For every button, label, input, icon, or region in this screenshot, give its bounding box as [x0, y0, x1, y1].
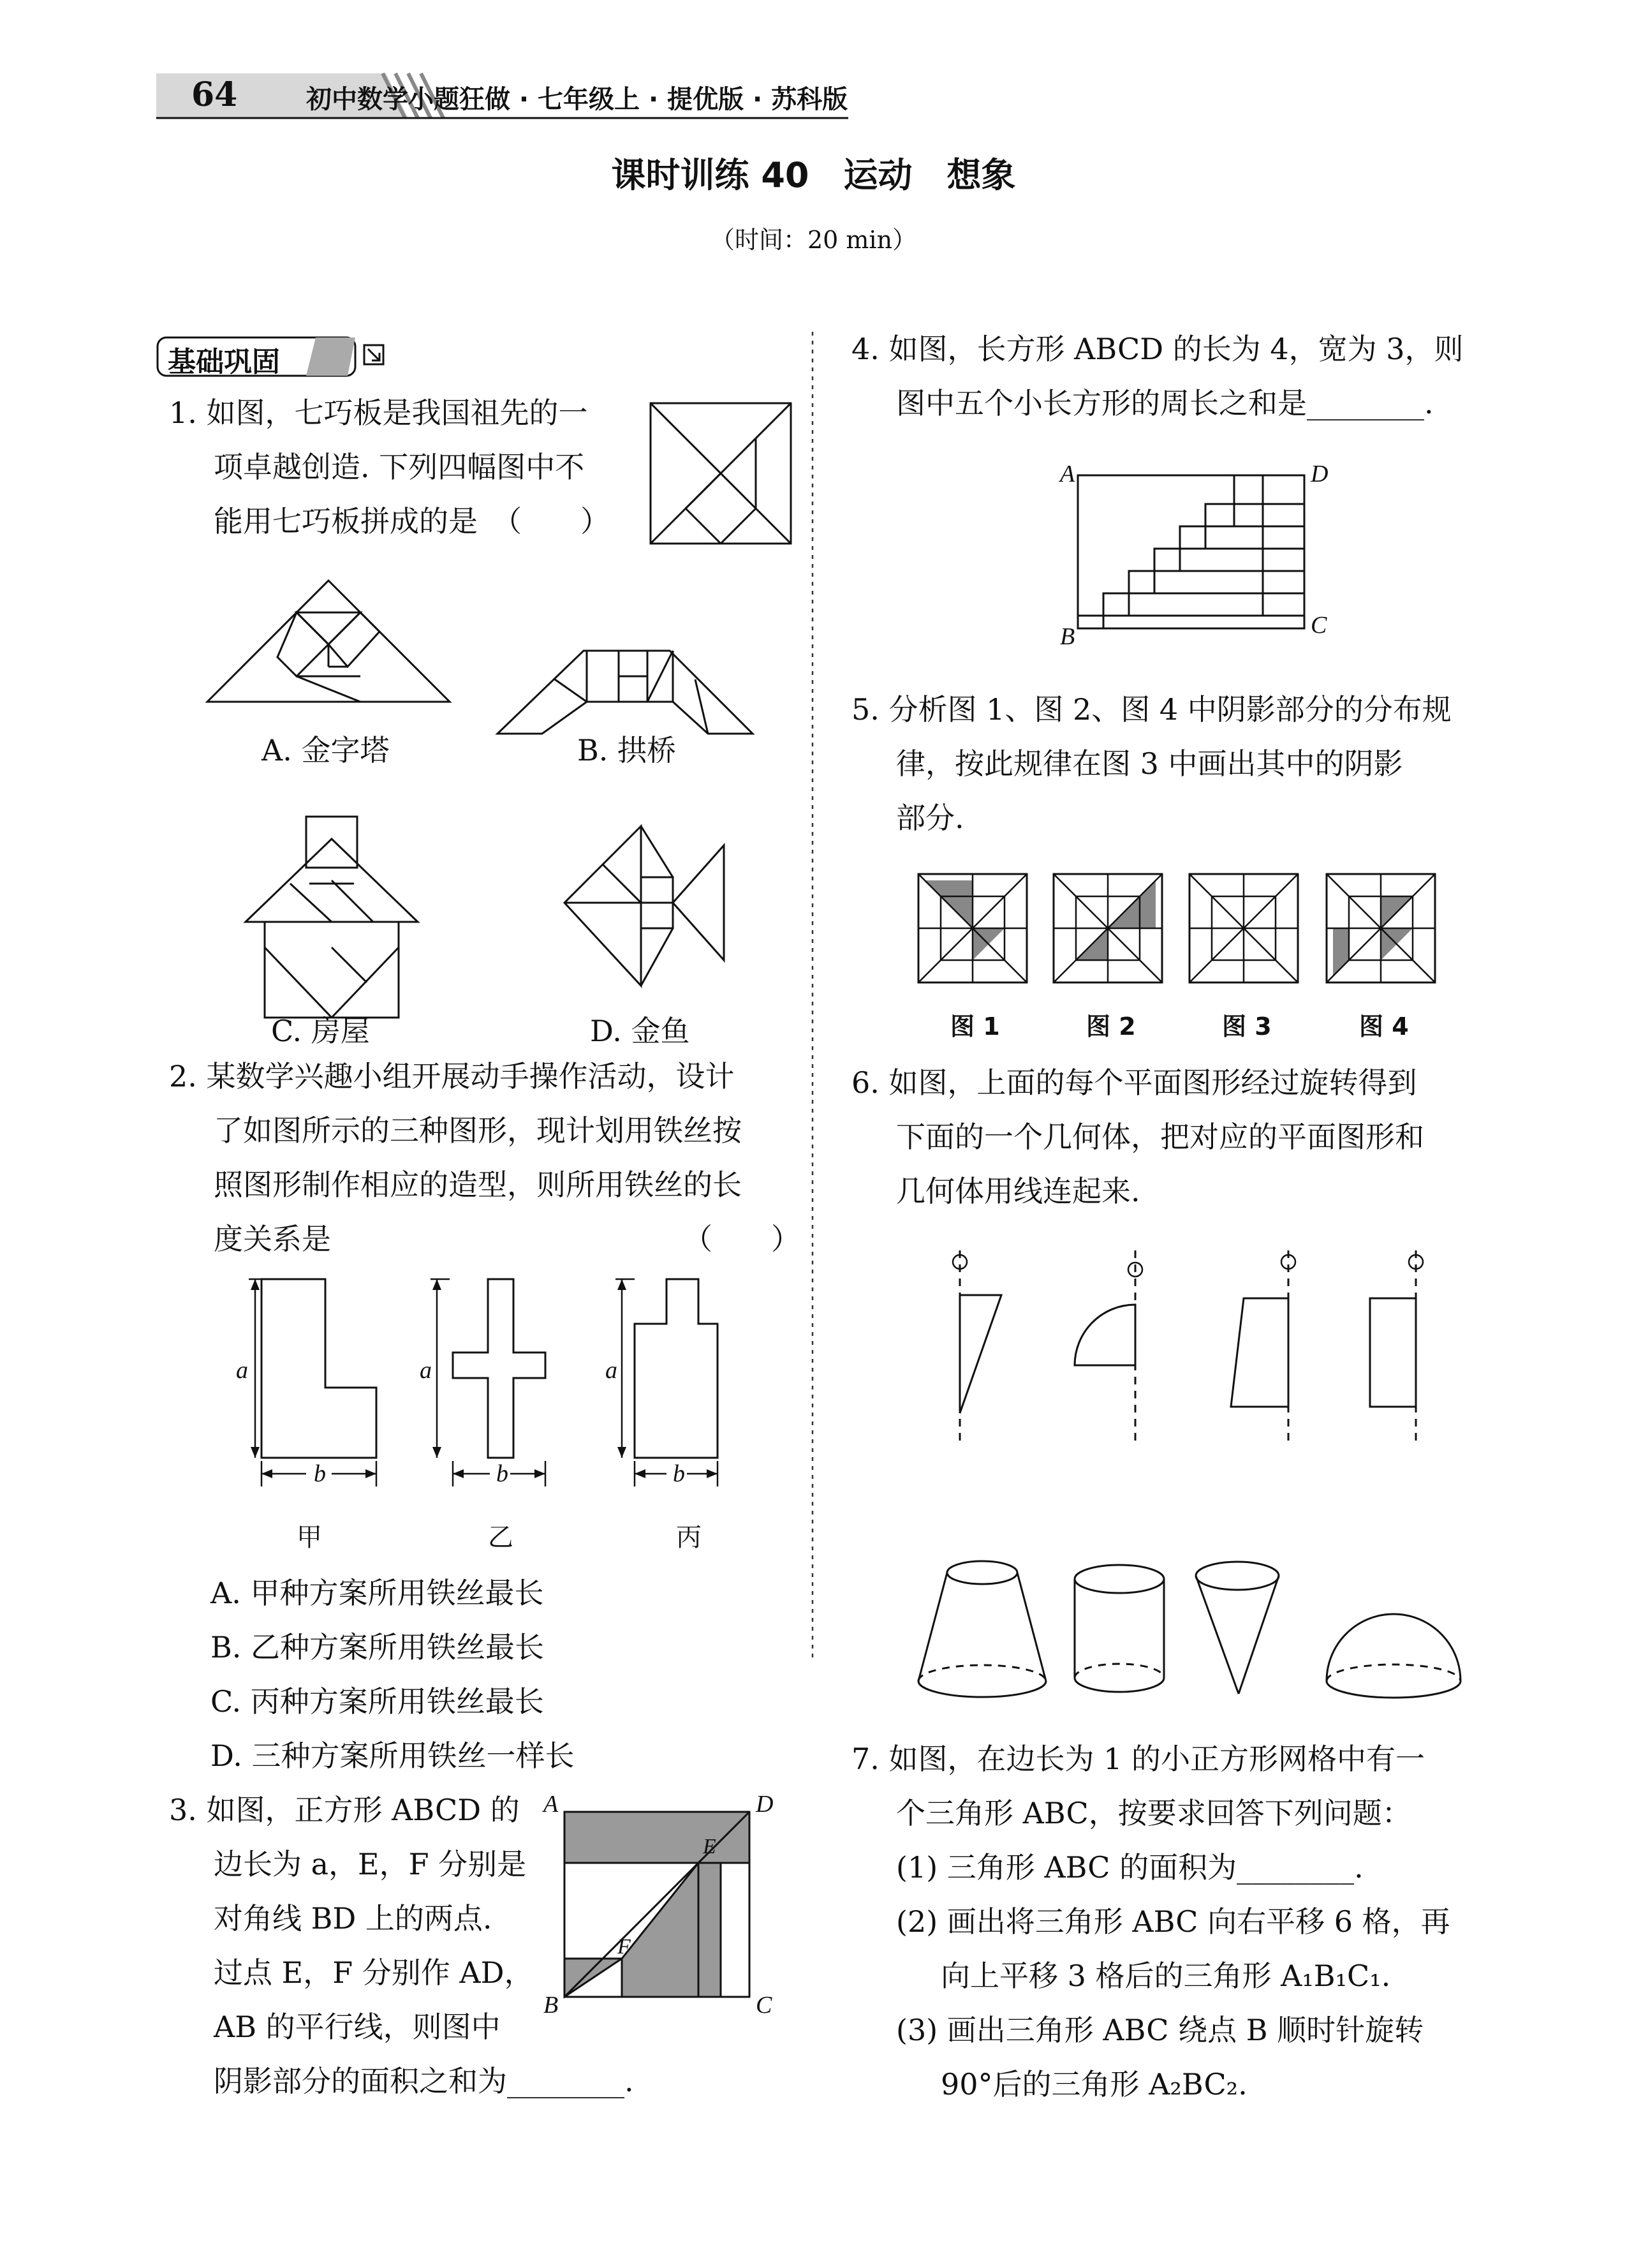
q2-answer-bracket: （ ）: [683, 1222, 800, 1256]
q1-line-2: 项卓越创造. 下列四幅图中不: [214, 450, 585, 484]
option-c-house-figure: [246, 813, 431, 1024]
q1-line-3: 能用七巧板拼成的是 （ ）: [214, 504, 610, 538]
q2-fig-label-jia: 甲: [297, 1523, 322, 1552]
q2-option-a: A. 甲种方案所用铁丝最长: [210, 1576, 544, 1610]
q4-point-a: A: [1060, 461, 1075, 487]
q5-line-3: 部分.: [896, 801, 964, 835]
q5-line-1: 5. 分析图 1、图 2、图 4 中阴影部分的分布规: [851, 692, 1452, 727]
q2-fig-label-yi: 乙: [488, 1523, 513, 1552]
figure-bing: [605, 1279, 718, 1487]
point-d: D: [756, 1791, 774, 1818]
plane-trapezoid: [1231, 1250, 1295, 1442]
q4-rectangle-figure: [1052, 459, 1339, 651]
label-b-yi: b: [496, 1460, 508, 1487]
q3-line-3: 对角线 BD 上的两点.: [214, 1901, 492, 1936]
q7-text: [851, 1732, 1483, 2112]
q3-square-figure: [536, 1786, 791, 2042]
label-a-jia: a: [236, 1357, 248, 1384]
plane-rectangle: [1370, 1250, 1423, 1442]
q7-part-3: (3) 画出三角形 ABC 绕点 B 顺时针旋转: [896, 2013, 1424, 2047]
q5-fig-label-4: 图 4: [1359, 1012, 1409, 1041]
q2-text: [169, 1049, 800, 1266]
q2-line-1: 2. 某数学兴趣小组开展动手操作活动，设计: [169, 1059, 735, 1093]
q5-fig-label-1: 图 1: [950, 1012, 1000, 1041]
column-divider: [811, 332, 814, 1659]
point-a: A: [543, 1791, 559, 1818]
page-title: 课时训练 40 运动 想象: [611, 155, 1016, 195]
q2-options: [210, 1566, 575, 1783]
q7-part-1: (1) 三角形 ABC 的面积为________.: [896, 1850, 1364, 1885]
section-badge-label: 基础巩固: [168, 346, 280, 378]
q6-line-1: 6. 如图，上面的每个平面图形经过旋转得到: [851, 1065, 1417, 1100]
q6-line-3: 几何体用线连起来.: [896, 1174, 1140, 1208]
option-d-fish-figure: [564, 820, 724, 992]
pattern-fig-3: [1189, 874, 1298, 982]
option-a-pyramid-figure: [207, 577, 450, 705]
solid-hemisphere: [1327, 1614, 1461, 1698]
series-title: 初中数学小题狂做 · 七年级上 · 提优版 · 苏科版: [306, 85, 848, 114]
solid-frustum: [918, 1561, 1046, 1697]
section-badge: [156, 335, 367, 380]
label-a-bing: a: [605, 1357, 617, 1384]
q1-option-c: C. 房屋: [271, 1014, 370, 1048]
q7-line-1: 7. 如图，在边长为 1 的小正方形网格中有一: [851, 1742, 1425, 1776]
q4-point-c: C: [1311, 612, 1327, 639]
figure-jia: [236, 1279, 376, 1487]
q2-line-2: 了如图所示的三种图形，现计划用铁丝按: [214, 1113, 742, 1148]
q3-line-1: 3. 如图，正方形 ABCD 的: [169, 1793, 520, 1827]
q2-line-4: 度关系是: [214, 1222, 331, 1256]
point-b: B: [543, 1992, 559, 2019]
q1-option-b: B. 拱桥: [577, 733, 677, 767]
q2-figures: [236, 1276, 810, 1557]
q5-pattern-figures: [918, 874, 1467, 995]
q3-line-6: 阴影部分的面积之和为________.: [214, 2064, 634, 2098]
solid-cone: [1196, 1562, 1279, 1694]
q7-part-2-cont: 向上平移 3 格后的三角形 A₁B₁C₁.: [941, 1959, 1391, 1993]
q2-option-c: C. 丙种方案所用铁丝最长: [210, 1684, 544, 1719]
q4-text: [851, 322, 1483, 431]
q5-line-2: 律，按此规律在图 3 中画出其中的阴影: [896, 746, 1403, 781]
point-f: F: [617, 1935, 631, 1959]
q1-option-d: D. 金鱼: [590, 1014, 690, 1048]
plane-triangle: [953, 1250, 1001, 1442]
q1-text: [169, 386, 647, 549]
q6-plane-figures: [931, 1250, 1454, 1442]
q4-line-2: 图中五个小长方形的周长之和是________.: [896, 386, 1434, 420]
q3-line-2: 边长为 a，E，F 分别是: [214, 1847, 527, 1881]
label-b-jia: b: [314, 1460, 326, 1487]
q7-line-2: 个三角形 ABC，按要求回答下列问题：: [896, 1796, 1411, 1830]
q6-line-2: 下面的一个几何体，把对应的平面图形和: [896, 1120, 1424, 1154]
q2-option-d: D. 三种方案所用铁丝一样长: [210, 1738, 575, 1773]
tangram-square-figure: [651, 403, 791, 544]
q4-point-b: B: [1060, 623, 1075, 650]
q7-part-2: (2) 画出将三角形 ABC 向右平移 6 格，再: [896, 1904, 1450, 1939]
q2-fig-label-bing: 丙: [676, 1523, 702, 1552]
q6-solid-figures: [912, 1557, 1473, 1710]
point-c: C: [756, 1992, 772, 2019]
q1-line-1: 1. 如图，七巧板是我国祖先的一: [169, 396, 588, 430]
q6-text: [851, 1056, 1483, 1219]
q3-line-4: 过点 E，F 分别作 AD，: [214, 1955, 534, 1990]
pattern-fig-1: [918, 874, 1027, 982]
figure-yi: [420, 1279, 545, 1487]
point-e: E: [703, 1835, 716, 1858]
pattern-fig-2: [1054, 874, 1162, 982]
page-number: 64: [191, 75, 238, 114]
option-b-bridge-figure: [497, 616, 753, 737]
plane-quarter-circle: [1075, 1250, 1142, 1442]
q2-line-3: 照图形制作相应的造型，则所用铁丝的长: [214, 1167, 742, 1202]
q5-text: [851, 683, 1483, 845]
solid-cylinder: [1075, 1565, 1164, 1692]
label-b-bing: b: [673, 1460, 685, 1487]
q3-line-5: AB 的平行线，则图中: [214, 2010, 501, 2044]
q4-point-d: D: [1311, 461, 1329, 487]
time-note: （时间：20 min）: [710, 226, 917, 254]
q4-line-1: 4. 如图，长方形 ABCD 的长为 4，宽为 3，则: [851, 332, 1464, 366]
pattern-fig-4: [1327, 874, 1435, 982]
q7-part-3-cont: 90°后的三角形 A₂BC₂.: [941, 2067, 1248, 2101]
q1-option-a: A. 金字塔: [261, 733, 390, 767]
q5-fig-label-3: 图 3: [1222, 1012, 1272, 1041]
label-a-yi: a: [420, 1357, 432, 1384]
page-header: [156, 70, 848, 118]
q2-option-b: B. 乙种方案所用铁丝最长: [210, 1630, 545, 1664]
q5-fig-label-2: 图 2: [1086, 1012, 1136, 1041]
